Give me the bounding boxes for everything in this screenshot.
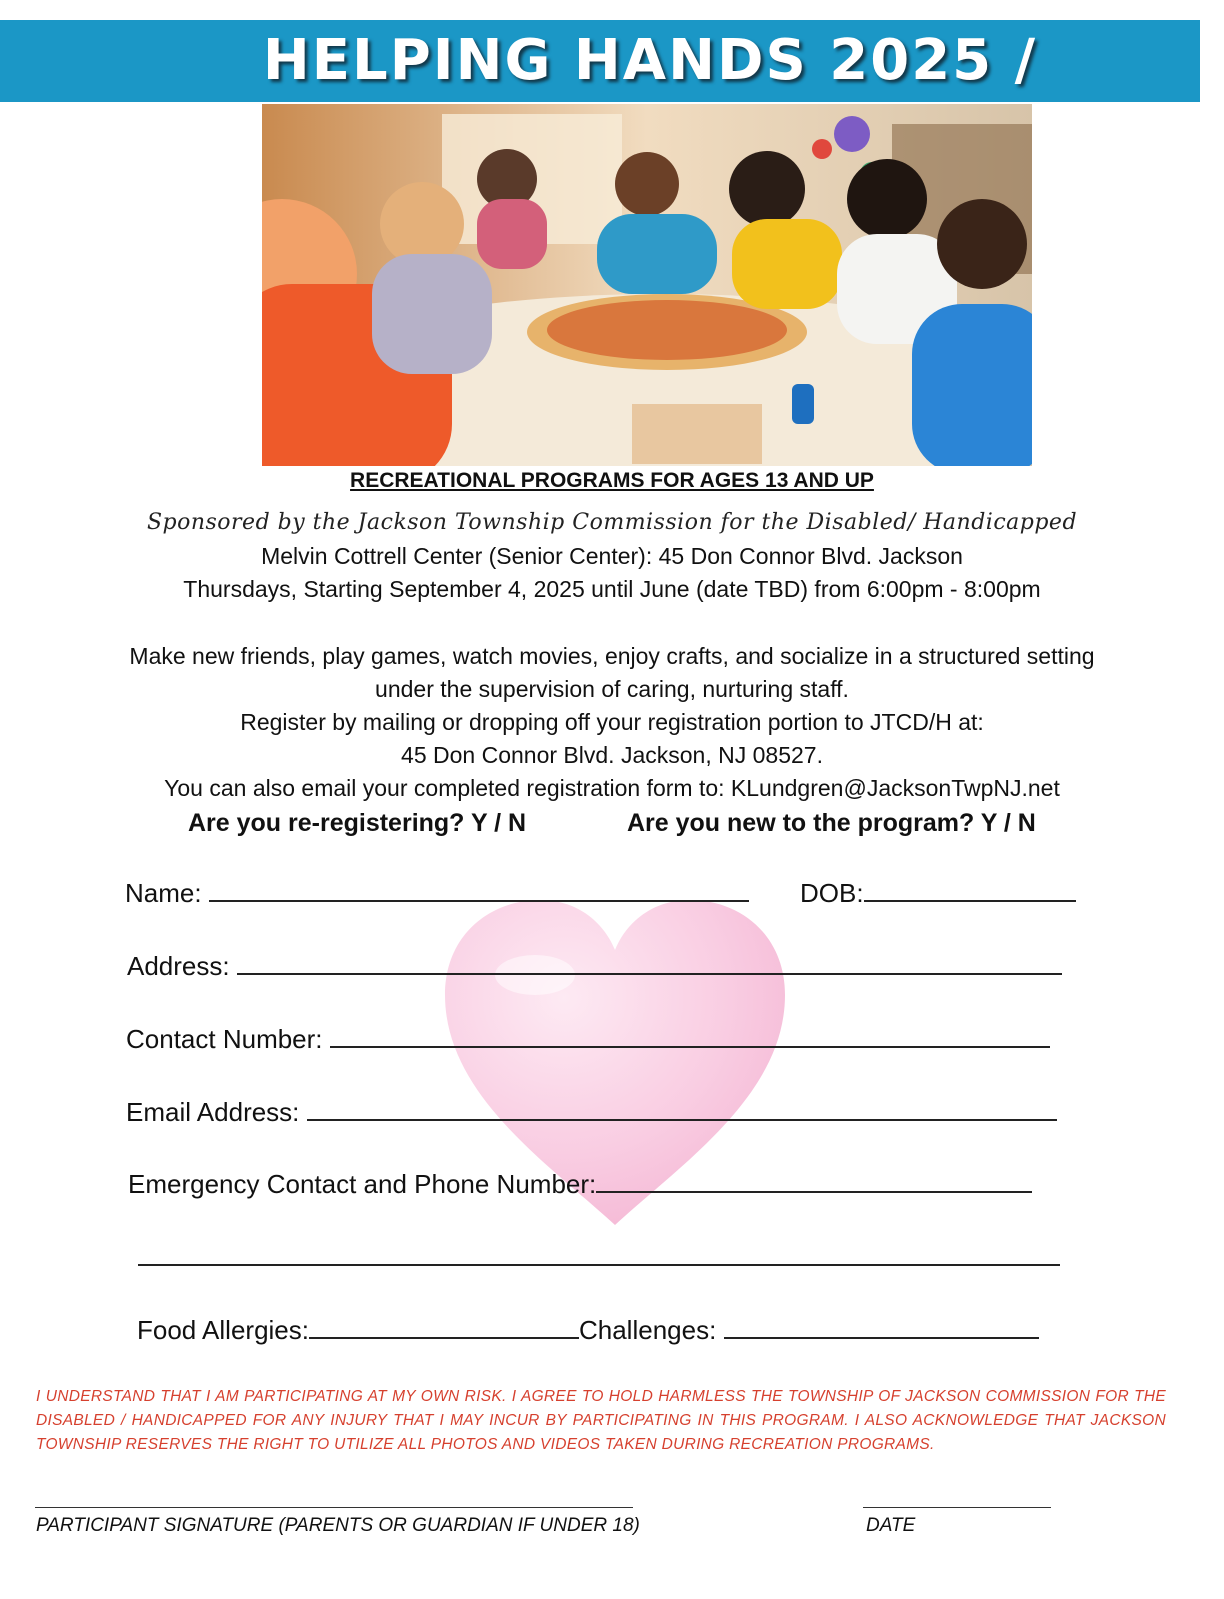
email-label: Email Address:: [126, 1097, 300, 1127]
email-field[interactable]: [126, 1095, 1057, 1129]
date-line[interactable]: [863, 1507, 1051, 1508]
dob-line[interactable]: [864, 878, 1076, 902]
food-allergies-label: Food Allergies:: [137, 1315, 309, 1345]
date-label: DATE: [866, 1515, 916, 1536]
program-heading: RECREATIONAL PROGRAMS FOR AGES 13 AND UP: [350, 469, 874, 492]
sponsor-line: Sponsored by the Jackson Township Commission for the Disabled/ Handicapped: [146, 510, 1078, 535]
food-allergies-field[interactable]: [137, 1313, 1039, 1347]
name-label: Name:: [125, 878, 202, 908]
dob-label: DOB:: [800, 878, 864, 908]
location-line: Melvin Cottrell Center (Senior Center): 45 Don Connor Blvd. Jackson: [261, 543, 963, 569]
waiver-text: I UNDERSTAND THAT I AM PARTICIPATING AT MY OWN RISK. I AGREE TO HOLD HARMLESS THE TOWNSHIP OF JACKSON COMMISSION FOR THE DISABLED / HANDICAPPED FOR ANY INJURY THAT I MAY INCUR BY PARTICIPATING IN THIS PROGRAM. I ALSO ACKNOWLEDGE THAT JACKSON TOWNSHIP RESERVES THE RIGHT TO UTILIZE ALL PHOTOS AND VIDEOS TAKEN DURING RECREATION PROGRAMS.: [36, 1388, 1166, 1453]
emergency-contact-extra-field[interactable]: [138, 1240, 1060, 1274]
contact-number-label: Contact Number:: [126, 1024, 323, 1054]
emergency-contact-label: Emergency Contact and Phone Number:: [128, 1169, 597, 1199]
address-field[interactable]: [127, 949, 1062, 983]
emergency-contact-line[interactable]: [596, 1169, 1032, 1193]
page-title: HELPING HANDS 2025 /: [262, 28, 1038, 93]
name-line[interactable]: [209, 878, 749, 902]
schedule-line: Thursdays, Starting September 4, 2025 until June (date TBD) from 6:00pm - 8:00pm: [183, 576, 1041, 602]
name-field[interactable]: [125, 876, 749, 910]
reregister-question: Are you re-registering? Y / N: [188, 809, 527, 837]
description-line-2: under the supervision of caring, nurturing staff.: [375, 676, 849, 702]
challenges-line[interactable]: [724, 1315, 1039, 1339]
email-instruction: You can also email your completed registration form to: KLundgren@JacksonTwpNJ.net: [164, 775, 1060, 801]
description-line-1: Make new friends, play games, watch movies, enjoy crafts, and socialize in a structured setting: [129, 643, 1095, 669]
group-activity-photo: [262, 104, 1032, 466]
address-label: Address:: [127, 951, 230, 981]
dob-field[interactable]: [800, 876, 1076, 910]
new-program-question: Are you new to the program? Y / N: [627, 809, 1036, 837]
contact-number-line[interactable]: [330, 1024, 1050, 1048]
address-line[interactable]: [237, 951, 1062, 975]
participant-signature-label: PARTICIPANT SIGNATURE (PARENTS OR GUARDIAN IF UNDER 18): [36, 1515, 640, 1536]
emergency-contact-extra-line[interactable]: [138, 1242, 1060, 1266]
challenges-label: Challenges:: [578, 1315, 717, 1345]
email-line[interactable]: [307, 1097, 1057, 1121]
contact-number-field[interactable]: [126, 1022, 1050, 1056]
mailing-address: 45 Don Connor Blvd. Jackson, NJ 08527.: [401, 742, 823, 768]
description-line-3: Register by mailing or dropping off your registration portion to JTCD/H at:: [240, 709, 984, 735]
participant-signature-line[interactable]: [35, 1507, 633, 1508]
food-allergies-line[interactable]: [309, 1315, 579, 1339]
emergency-contact-field[interactable]: [128, 1167, 1032, 1201]
